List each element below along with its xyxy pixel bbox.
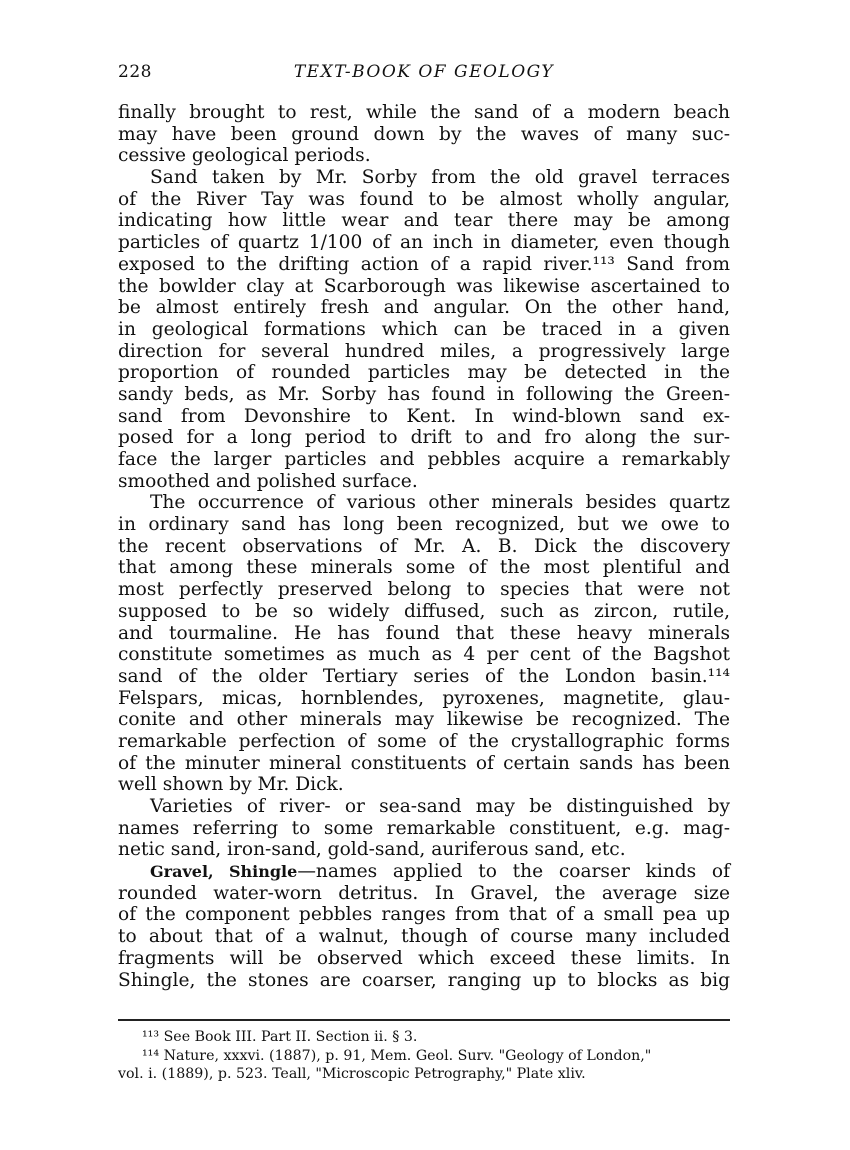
text-line: of the minuter mineral constituents of certain sands has been xyxy=(118,752,730,774)
text-line: posed for a long period to drift to and fro along the sur- xyxy=(118,427,730,449)
text-line: in geological formations which can be traced in a given xyxy=(118,318,730,340)
text-line: to about that of a walnut, though of course many included xyxy=(118,926,730,948)
text-line: netic sand, iron-sand, gold-sand, auriferous sand, etc. xyxy=(118,839,626,861)
text-line: face the larger particles and pebbles acquire a remarkably xyxy=(118,449,730,470)
text-line: cessive geological periods. xyxy=(118,145,371,167)
text-line: supposed to be so widely diffused, such as zircon, rutile, xyxy=(118,600,730,622)
text-line: conite and other minerals may likewise be recognized. The xyxy=(118,709,730,731)
paragraph-start-line: Sand taken by Mr. Sorby from the old gravel terraces xyxy=(150,167,730,189)
text-line: sandy beds, as Mr. Sorby has found in following the Green- xyxy=(118,383,730,405)
paragraph-start-line xyxy=(118,861,730,883)
text-line: smoothed and polished surface. xyxy=(118,470,418,492)
heading-line-text: —names applied to the coarser kinds of xyxy=(297,861,731,883)
section-heading-gravel-shingle: Gravel, Shingle xyxy=(150,862,298,882)
text-line: Shingle, the stones are coarser, ranging up to blocks as big xyxy=(118,969,730,991)
text-line: that among these minerals some of the most plentiful and xyxy=(118,557,730,579)
text-line: constitute sometimes as much as 4 per cent of the Bagshot xyxy=(118,644,730,666)
footnote-114: ¹¹⁴ Nature, xxxvi. (1887), p. 91, Mem. Geol. Surv. "Geology of London," xyxy=(142,1047,652,1064)
footnote-114-continued: vol. i. (1889), p. 523. Teall, "Microscopic Petrography," Plate xliv. xyxy=(118,1066,586,1082)
body-text xyxy=(118,102,730,991)
text-line: fragments will be observed which exceed these limits. In xyxy=(118,947,730,969)
text-line: exposed to the drifting action of a rapid river.¹¹³ Sand from xyxy=(118,253,730,275)
text-line: most perfectly preserved belong to species that were not xyxy=(118,579,730,601)
text-line: well shown by Mr. Dick. xyxy=(118,774,344,796)
text-line: particles of quartz 1/100 of an inch in diameter, even though xyxy=(118,232,730,254)
paragraph-start-line: The occurrence of various other minerals besides quartz xyxy=(150,492,730,514)
text-line: remarkable perfection of some of the crystallographic forms xyxy=(118,730,730,752)
text-line: indicating how little wear and tear there may be among xyxy=(118,210,730,232)
footnotes xyxy=(118,1028,730,1084)
text-line: of the component pebbles ranges from that of a small pea up xyxy=(118,904,730,926)
text-line: proportion of rounded particles may be detected in the xyxy=(118,362,730,384)
text-line: and tourmaline. He has found that these heavy minerals xyxy=(118,622,730,644)
text-line: rounded water-worn detritus. In Gravel, the average size xyxy=(118,882,730,904)
footnote-rule xyxy=(118,1019,730,1021)
text-line: sand of the older Tertiary series of the London basin.¹¹⁴ xyxy=(118,665,730,687)
text-line: names referring to some remarkable constituent, e.g. mag- xyxy=(118,817,730,839)
page-number: 228 xyxy=(118,62,152,82)
running-head: TEXT-BOOK OF GEOLOGY xyxy=(293,62,555,82)
text-line: in ordinary sand has long been recognized, but we owe to xyxy=(118,514,730,536)
text-line: be almost entirely fresh and angular. On the other hand, xyxy=(118,297,730,319)
footnote-113: ¹¹³ See Book III. Part II. Section ii. § 3. xyxy=(142,1029,418,1045)
text-line: sand from Devonshire to Kent. In wind-blown sand ex- xyxy=(118,405,730,427)
page-header xyxy=(118,62,730,86)
text-line: Felspars, micas, hornblendes, pyroxenes, magnetite, glau- xyxy=(118,687,730,709)
text-line: may have been ground down by the waves of many suc- xyxy=(118,123,730,145)
text-line: of the River Tay was found to be almost wholly angular, xyxy=(118,188,730,210)
text-line: finally brought to rest, while the sand of a modern beach xyxy=(118,102,730,123)
paragraph-start-line: Varieties of river- or sea-sand may be distinguished by xyxy=(150,796,730,817)
text-line: direction for several hundred miles, a progressively large xyxy=(118,340,730,362)
text-line: the bowlder clay at Scarborough was likewise ascertained to xyxy=(118,275,730,297)
text-line: the recent observations of Mr. A. B. Dick the discovery xyxy=(118,535,730,557)
